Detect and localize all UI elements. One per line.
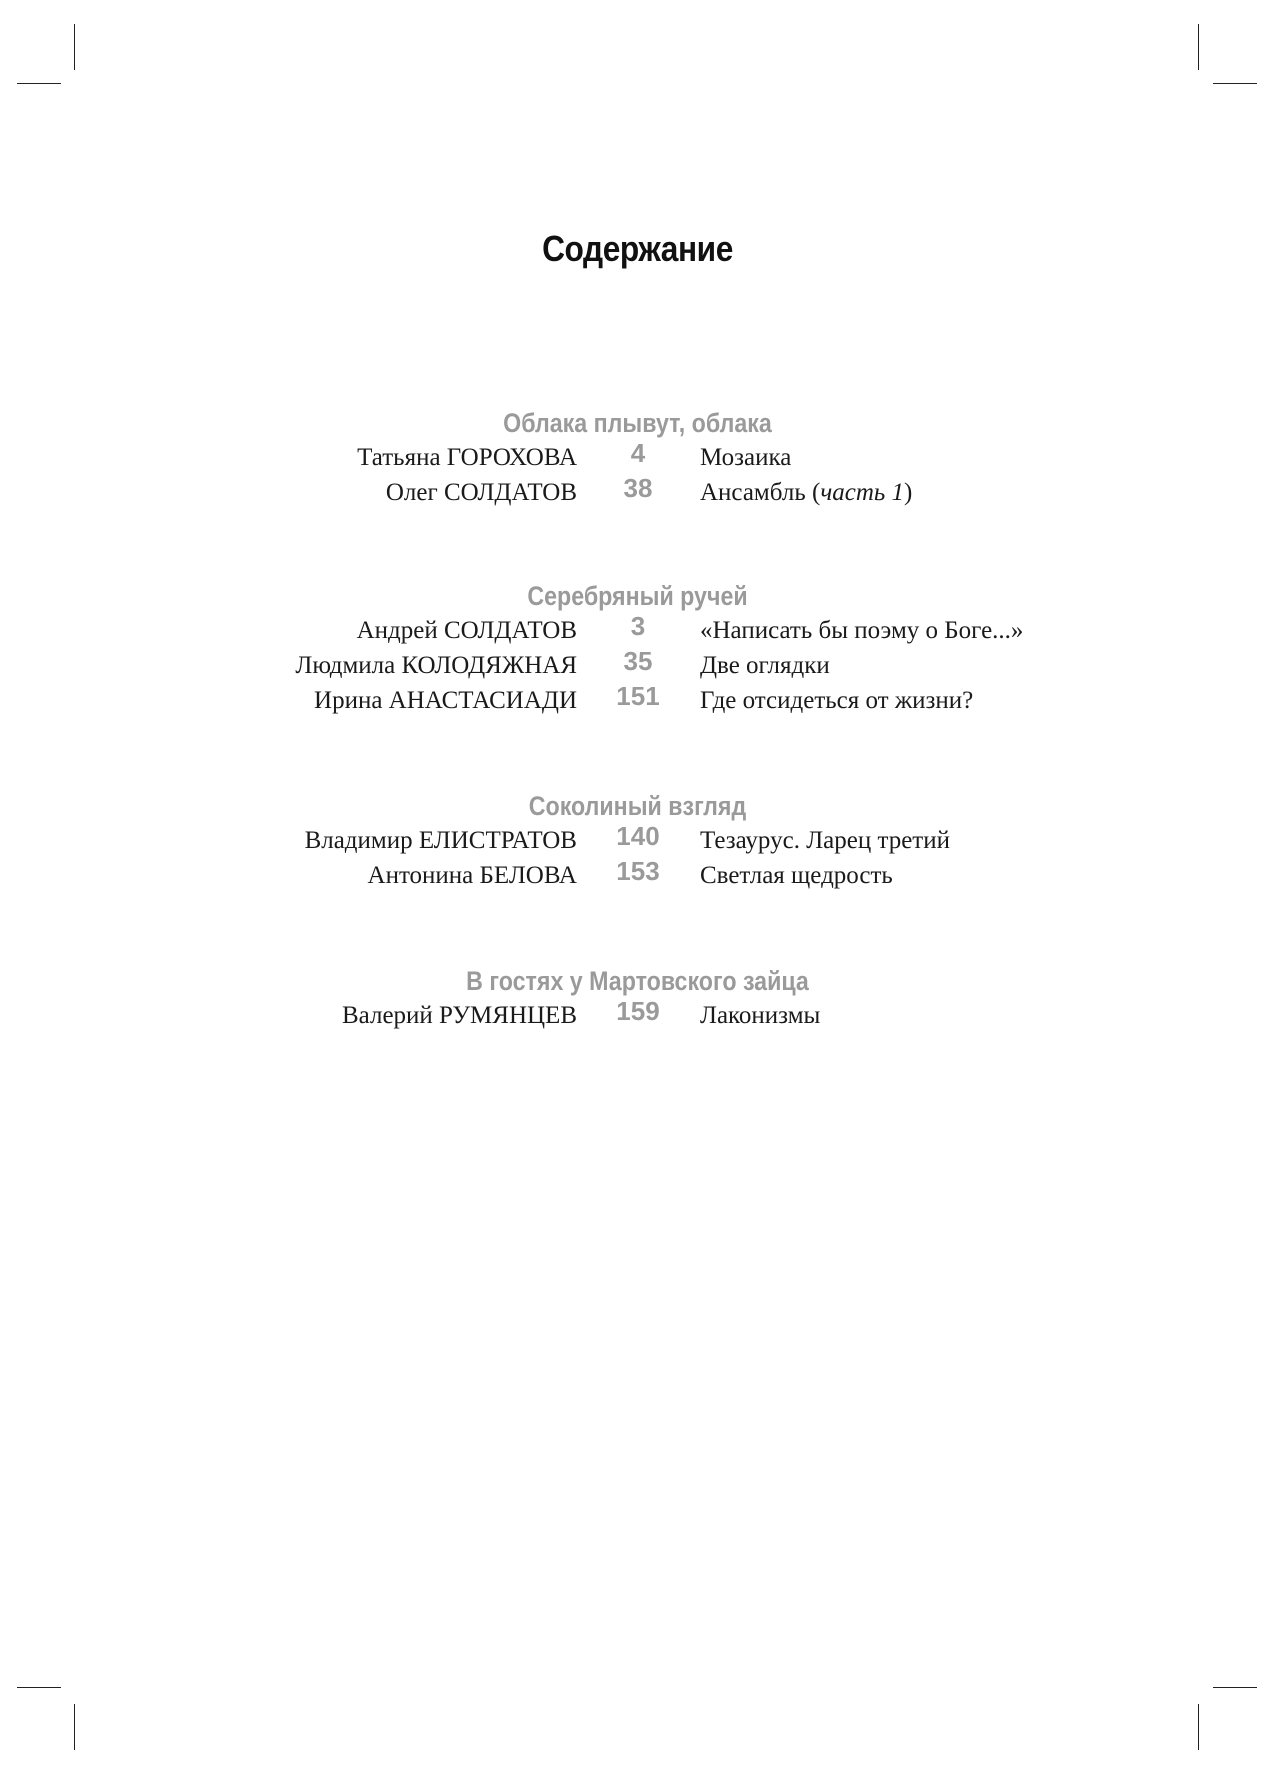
entry-work-title [700,440,791,475]
entry-author: Антонина БЕЛОВА [367,862,577,889]
entry-work-title: Лаконизмы [700,1002,821,1029]
entry-work-title: Светлая щедрость [700,862,893,889]
crop-mark-top-left-vertical [74,24,75,70]
entry-page-number: 153 [616,856,660,886]
entry-author: Валерий РУМЯНЦЕВ [341,1002,577,1029]
crop-mark-bottom-right-vertical [1198,1704,1199,1750]
entry-author: Олег СОЛДАТОВ [385,479,577,506]
toc-entry [0,998,1275,1033]
crop-mark-top-right-horizontal [1213,83,1257,84]
toc-entry [0,475,1275,510]
entry-work-title: Две оглядки [700,652,830,679]
entry-author: Людмила КОЛОДЯЖНАЯ [295,652,577,679]
entry-page-number: 4 [630,438,646,468]
entry-work-title: Тезаурус. Ларец третий [700,827,950,854]
toc-section [0,964,1275,1033]
entry-work-title: Где отсидеться от жизни? [700,687,974,714]
section-title: Облака плывут, облака [503,408,772,438]
toc-entry [0,858,1275,893]
toc-entry [0,683,1275,718]
toc-entry [0,440,1275,475]
entry-page-number: 38 [623,473,653,503]
section-title: Соколиный взгляд [528,791,747,821]
toc-entry [0,823,1275,858]
toc-entry [0,648,1275,683]
page-title: Содержание [542,228,733,269]
crop-mark-bottom-right-horizontal [1213,1687,1257,1688]
entry-page-number: 3 [630,611,646,641]
crop-mark-top-left-horizontal [17,83,61,84]
work-title-text: Ансамбль ( [700,479,821,506]
entry-author: Владимир ЕЛИСТРАТОВ [304,827,577,854]
crop-mark-bottom-left-vertical [74,1704,75,1750]
entry-author: Ирина АНАСТАСИАДИ [314,687,577,714]
toc-entry [0,613,1275,648]
section-title: Серебряный ручей [527,581,748,611]
toc-section [0,406,1275,510]
toc-section [0,579,1275,718]
work-title-italic: часть 1 [820,479,905,506]
crop-mark-top-right-vertical [1198,24,1199,70]
entry-page-number: 35 [623,646,653,676]
entry-page-number: 159 [616,996,660,1026]
work-title-close: ) [904,479,913,506]
work-title-text: Мозаика [700,444,792,471]
entry-work-title: «Написать бы поэму о Боге...» [700,617,1024,644]
crop-mark-bottom-left-horizontal [17,1687,61,1688]
section-title: В гостях у Мартовского зайца [466,966,809,996]
entry-author: Татьяна ГОРОХОВА [357,444,577,471]
entry-page-number: 140 [616,821,660,851]
entry-author: Андрей СОЛДАТОВ [356,617,577,644]
toc-section [0,789,1275,893]
entry-page-number: 151 [616,681,660,711]
entry-work-title [700,475,912,510]
